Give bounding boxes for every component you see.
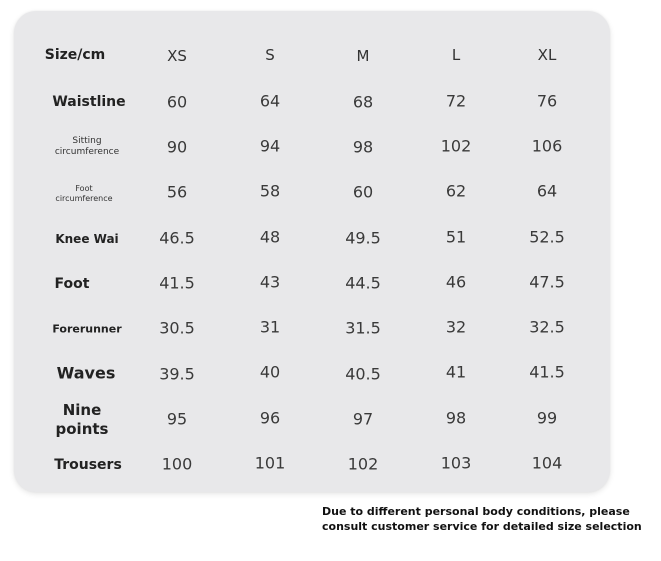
header-size-cm: Size/cm (44, 47, 106, 63)
cell-trousers-m: 102 (347, 454, 379, 474)
cell-sitting-xs: 90 (166, 137, 188, 157)
row-label-foot: Foot (54, 276, 90, 292)
row-label-line: Nine (62, 401, 102, 419)
cell-knee-l: 51 (445, 227, 467, 247)
cell-footcirc-xl: 64 (536, 181, 558, 201)
cell-waistline-s: 64 (259, 91, 281, 111)
cell-waves-m: 40.5 (345, 364, 381, 384)
cell-trousers-l: 103 (440, 453, 472, 473)
cell-nine-xs: 95 (166, 409, 188, 429)
cell-nine-s: 96 (259, 408, 281, 428)
cell-forerunner-m: 31.5 (345, 318, 381, 338)
cell-waistline-xs: 60 (166, 92, 188, 112)
header-m: M (356, 47, 370, 65)
cell-nine-l: 98 (445, 408, 467, 428)
cell-foot-xl: 47.5 (529, 272, 565, 292)
cell-sitting-xl: 106 (531, 136, 563, 156)
cell-foot-l: 46 (445, 272, 467, 292)
cell-knee-xs: 46.5 (159, 228, 195, 248)
header-xs: XS (167, 47, 187, 65)
cell-forerunner-s: 31 (259, 317, 281, 337)
cell-waves-l: 41 (445, 362, 467, 382)
row-label-line: points (55, 420, 109, 438)
row-label-foot-circumference (55, 184, 112, 204)
cell-knee-s: 48 (259, 227, 281, 247)
header-xl: XL (537, 46, 557, 64)
row-label-line: circumference (54, 147, 120, 157)
row-label-knee-wai: Knee Wai (55, 232, 119, 246)
cell-knee-xl: 52.5 (529, 227, 565, 247)
cell-footcirc-s: 58 (259, 181, 281, 201)
row-label-trousers: Trousers (54, 457, 122, 473)
cell-foot-s: 43 (259, 272, 281, 292)
note-line-2: consult customer service for detailed size selection (322, 520, 642, 533)
cell-sitting-m: 98 (352, 137, 374, 157)
cell-knee-m: 49.5 (345, 228, 381, 248)
cell-trousers-s: 101 (254, 453, 286, 473)
cell-waves-s: 40 (259, 362, 281, 382)
cell-foot-xs: 41.5 (159, 273, 195, 293)
cell-footcirc-l: 62 (445, 181, 467, 201)
row-label-line: Sitting (72, 136, 102, 146)
note-line-1: Due to different personal body conditions, please (322, 505, 630, 518)
cell-waves-xs: 39.5 (159, 364, 195, 384)
cell-footcirc-m: 60 (352, 182, 374, 202)
row-label-nine-points (56, 401, 109, 439)
cell-forerunner-xs: 30.5 (159, 318, 195, 338)
cell-sitting-l: 102 (440, 136, 472, 156)
cell-trousers-xl: 104 (531, 453, 563, 473)
cell-footcirc-xs: 56 (166, 182, 188, 202)
cell-sitting-s: 94 (259, 136, 281, 156)
row-label-line: circumference (55, 194, 113, 203)
cell-waistline-xl: 76 (536, 91, 558, 111)
cell-forerunner-l: 32 (445, 317, 467, 337)
cell-forerunner-xl: 32.5 (529, 317, 565, 337)
size-selection-note (322, 504, 642, 534)
row-label-sitting-circumference (55, 136, 119, 158)
row-label-waistline: Waistline (52, 94, 126, 110)
cell-nine-m: 97 (352, 409, 374, 429)
cell-waistline-l: 72 (445, 91, 467, 111)
cell-waves-xl: 41.5 (529, 362, 565, 382)
cell-foot-m: 44.5 (345, 273, 381, 293)
header-l: L (451, 46, 461, 64)
cell-nine-xl: 99 (536, 408, 558, 428)
header-s: S (265, 46, 275, 64)
cell-waistline-m: 68 (352, 92, 374, 112)
row-label-forerunner: Forerunner (52, 322, 122, 336)
row-label-waves: Waves (56, 363, 116, 383)
cell-trousers-xs: 100 (161, 454, 193, 474)
row-label-line: Foot (75, 184, 93, 193)
